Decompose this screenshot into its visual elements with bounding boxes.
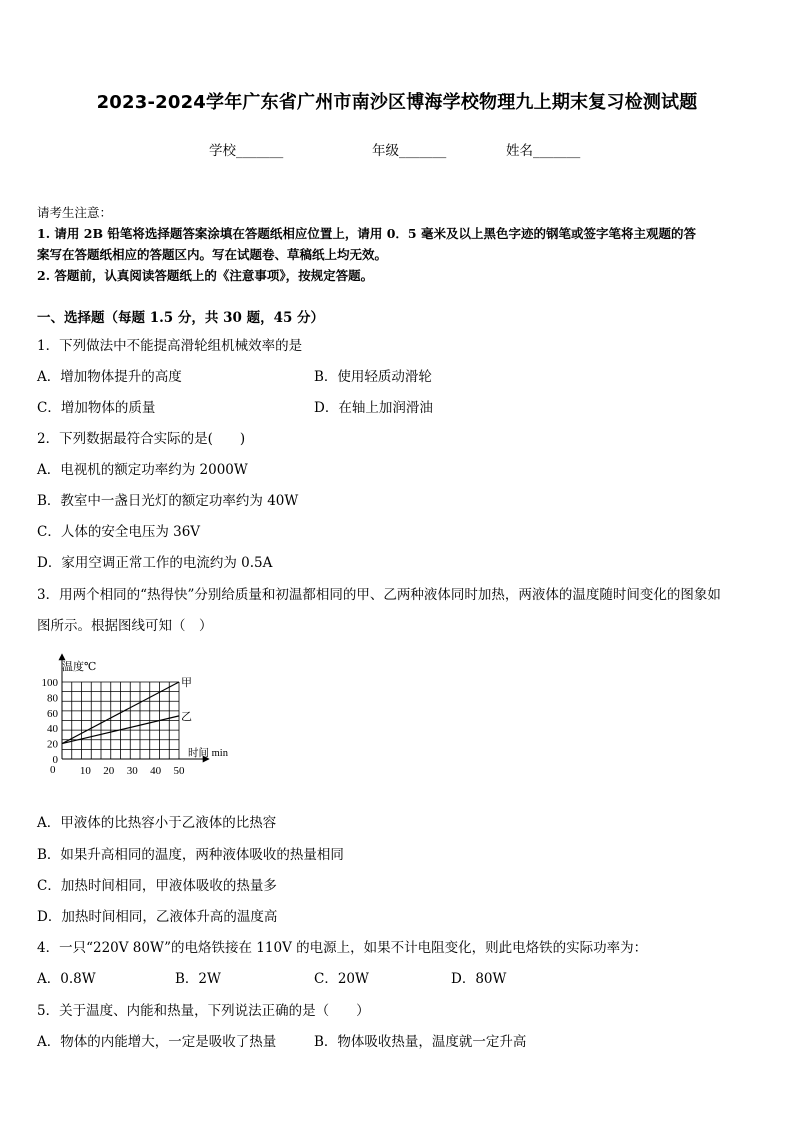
y-tick-label: 20 xyxy=(47,738,58,751)
temperature-time-chart xyxy=(30,646,250,796)
x-tick-label: 50 xyxy=(173,765,185,777)
x-tick-label: 30 xyxy=(126,765,138,777)
q4-stem: 4．一只“220V 80W”的电烙铁接在 110V 的电源上，如果不计电阻变化，则此电烙铁的实际功率为： xyxy=(37,940,648,956)
q5-stem: 5．关于温度、内能和热量，下列说法正确的是（ ） xyxy=(37,1003,370,1019)
page-title: 2023-2024学年广东省广州市南沙区博海学校物理九上期末复习检测试题 xyxy=(96,92,698,113)
y-axis-label: 温度℃ xyxy=(62,661,97,673)
q1-option-a: A．增加物体提升的高度 xyxy=(37,369,182,385)
x-tick-labels xyxy=(80,765,185,777)
q2-option-c: C．人体的安全电压为 36V xyxy=(37,524,201,540)
x-tick-label: 20 xyxy=(103,765,115,777)
q4-option-c: C．20W xyxy=(314,971,369,987)
q3-option-a: A．甲液体的比热容小于乙液体的比热容 xyxy=(37,815,277,831)
notice-item-1-line-2: 案写在答题纸相应的答题区内。写在试题卷、草稿纸上均无效。 xyxy=(37,247,388,262)
series-label-yi: 乙 xyxy=(181,710,192,723)
q3-stem-line-2: 图所示。根据图线可知（ ） xyxy=(37,618,213,634)
y-tick-label: 80 xyxy=(47,692,58,705)
q1-option-b: B．使用轻质动滑轮 xyxy=(314,369,432,385)
x-axis-label: 时间 min xyxy=(188,748,228,759)
q1-option-d: D．在轴上加润滑油 xyxy=(314,400,433,416)
notice-heading: 请考生注意： xyxy=(37,205,113,220)
q1-stem: 1．下列做法中不能提高滑轮组机械效率的是 xyxy=(37,338,303,354)
q3-option-b: B．如果升高相同的温度，两种液体吸收的热量相同 xyxy=(37,847,344,863)
q2-option-d: D．家用空调正常工作的电流约为 0.5A xyxy=(37,555,273,571)
x-tick-label: 40 xyxy=(150,765,162,777)
q5-option-a: A．物体的内能增大，一定是吸收了热量 xyxy=(37,1034,277,1050)
q3-option-d: D．加热时间相同，乙液体升高的温度高 xyxy=(37,909,278,925)
section-heading: 一、选择题（每题 1.5 分，共 30 题，45 分） xyxy=(37,310,325,326)
q4-option-b: B．2W xyxy=(175,971,221,987)
q2-stem: 2．下列数据最符合实际的是( ) xyxy=(37,431,246,447)
q2-option-a: A．电视机的额定功率约为 2000W xyxy=(37,462,248,478)
y-tick-label: 0 xyxy=(52,754,58,766)
y-tick-label: 60 xyxy=(47,707,58,720)
q1-option-c: C．增加物体的质量 xyxy=(37,400,156,416)
grade-field: 年级_______ xyxy=(372,143,447,159)
notice-item-2: 2. 答题前，认真阅读答题纸上的《注意事项》，按规定答题。 xyxy=(37,268,374,283)
y-tick-label: 40 xyxy=(47,723,58,736)
y-tick-label: 100 xyxy=(41,677,58,689)
origin-label: 0 xyxy=(50,764,56,776)
q5-option-b: B．物体吸收热量，温度就一定升高 xyxy=(314,1034,527,1050)
y-tick-labels xyxy=(42,677,59,766)
school-field: 学校_______ xyxy=(209,143,284,159)
q3-option-c: C．加热时间相同，甲液体吸收的热量多 xyxy=(37,878,277,894)
series-label-jia: 甲 xyxy=(181,677,192,689)
q4-option-a: A．0.8W xyxy=(37,971,96,987)
q2-option-b: B．教室中一盏日光灯的额定功率约为 40W xyxy=(37,493,299,509)
q3-stem-line-1: 3．用两个相同的“热得快”分别给质量和初温都相同的甲、乙两种液体同时加热，两液体的温度随时间变化的图象如 xyxy=(37,587,721,603)
notice-item-1-line-1: 1. 请用 2B 铅笔将选择题答案涂填在答题纸相应位置上，请用 0．5 毫米及以上黑色字迹的钢笔或签字笔将主观题的答 xyxy=(37,226,696,241)
q4-option-d: D．80W xyxy=(451,971,507,987)
x-tick-label: 10 xyxy=(79,765,91,777)
name-field: 姓名_______ xyxy=(506,143,581,159)
